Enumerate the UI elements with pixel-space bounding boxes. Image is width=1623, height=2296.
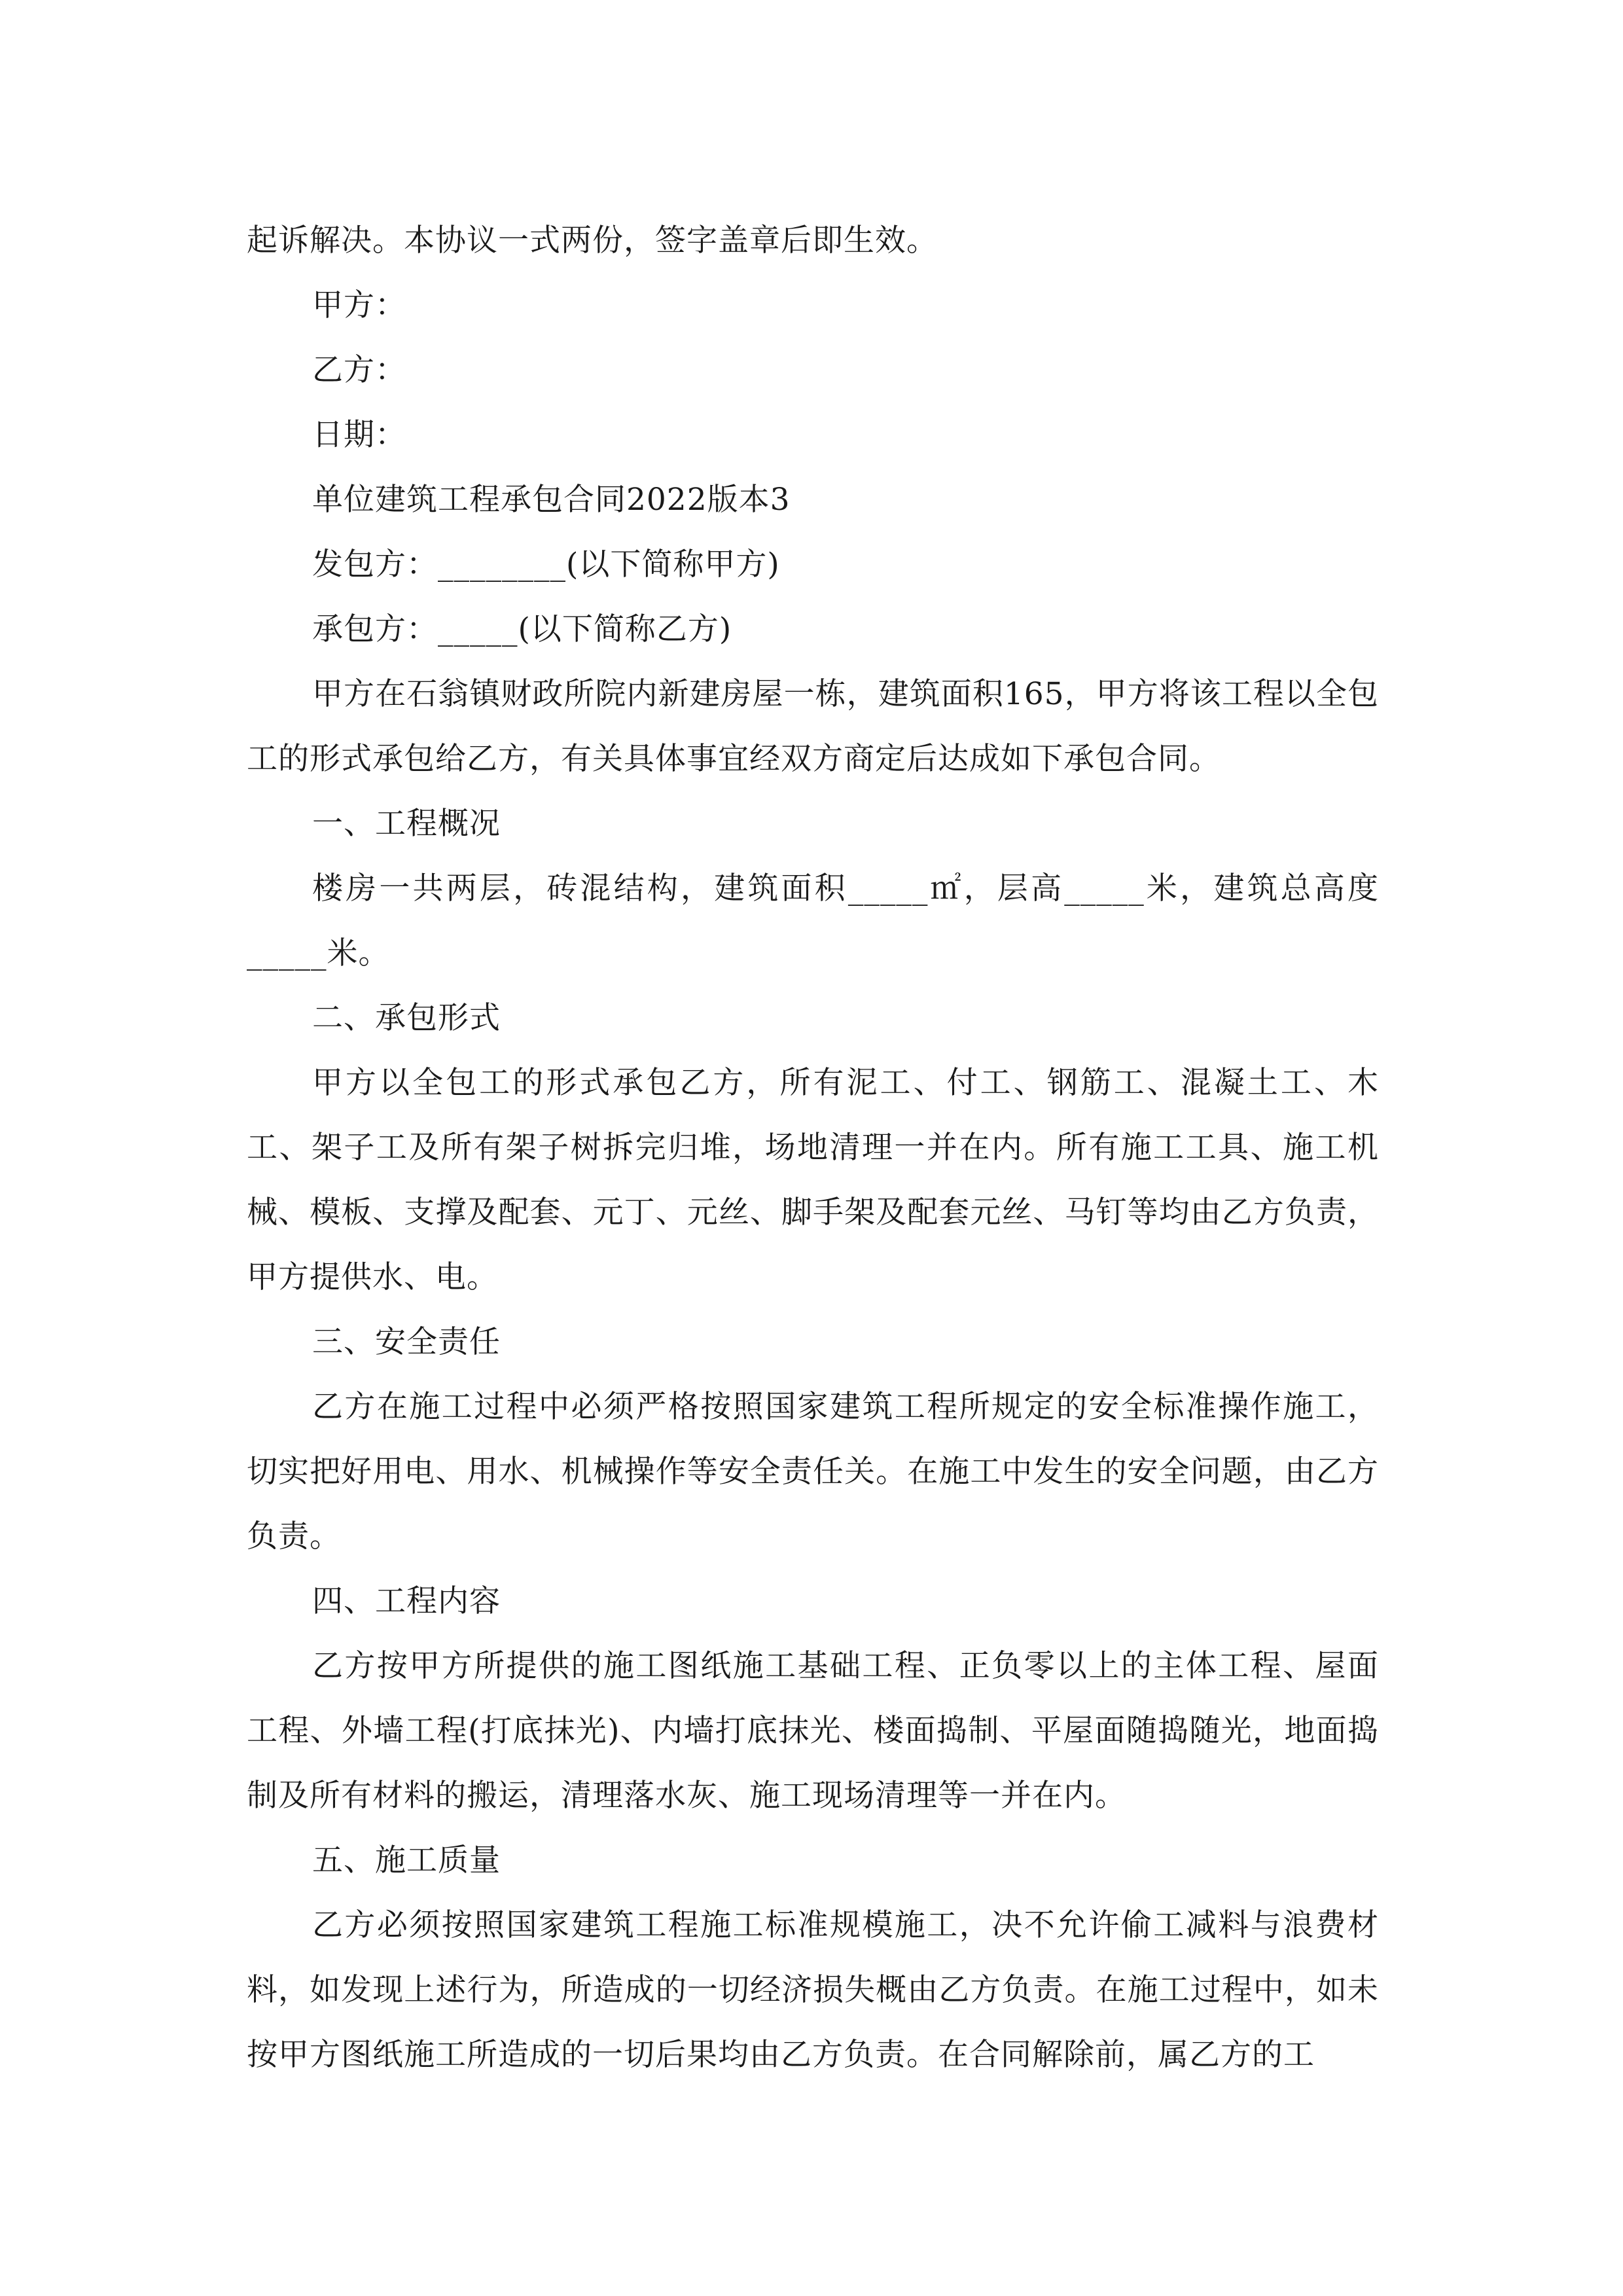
signature-party-a: 甲方： [312,287,406,323]
employer-line: 发包方：________(以下简称甲方) [312,547,780,583]
paragraph-closing-clause: 起诉解决。本协议一式两份，签字盖章后即生效。 [247,223,938,259]
paragraph-quality: 乙方必须按照国家建筑工程施工标准规模施工，决不允许偷工减料与浪费材料，如发现上述行为，所造成的一切经济损失概由乙方负责。在施工过程中，如未按甲方图纸施工所造成的一切后果均由乙方负责。在合同解除前，属乙方的工 [247,1907,1379,2073]
contractor-line: 承包方：_____(以下简称乙方) [312,611,732,647]
section-heading-scope: 四、工程内容 [312,1583,501,1619]
signature-party-b: 乙方： [312,352,406,388]
paragraph-intro: 甲方在石翁镇财政所院内新建房屋一栋，建筑面积165，甲方将该工程以全包工的形式承包给乙方，有关具体事宜经双方商定后达成如下承包合同。 [247,676,1379,777]
section-heading-quality: 五、施工质量 [312,1842,501,1878]
paragraph-overview: 楼房一共两层，砖混结构，建筑面积_____㎡，层高_____米，建筑总高度_____米。 [247,870,1379,971]
contract-title: 单位建筑工程承包合同2022版本3 [312,482,791,518]
section-heading-overview: 一、工程概况 [312,806,501,842]
section-heading-safety: 三、安全责任 [312,1324,501,1360]
paragraph-safety: 乙方在施工过程中必须严格按照国家建筑工程所规定的安全标准操作施工，切实把好用电、用水、机械操作等安全责任关。在施工中发生的安全问题，由乙方负责。 [247,1389,1379,1554]
section-heading-contract-form: 二、承包形式 [312,1000,501,1036]
paragraph-scope: 乙方按甲方所提供的施工图纸施工基础工程、正负零以上的主体工程、屋面工程、外墙工程(打底抹光)、内墙打底抹光、楼面捣制、平屋面随捣随光，地面捣制及所有材料的搬运，清理落水灰、施工现场清理等一并在内。 [247,1648,1379,1814]
contract-body [247,208,1379,2087]
paragraph-contract-form: 甲方以全包工的形式承包乙方，所有泥工、付工、钢筋工、混凝土工、木工、架子工及所有架子树拆完归堆，场地清理一并在内。所有施工工具、施工机械、模板、支撑及配套、元丁、元丝、脚手架及配套元丝、马钉等均由乙方负责，甲方提供水、电。 [247,1065,1379,1295]
signature-date: 日期： [312,417,406,453]
